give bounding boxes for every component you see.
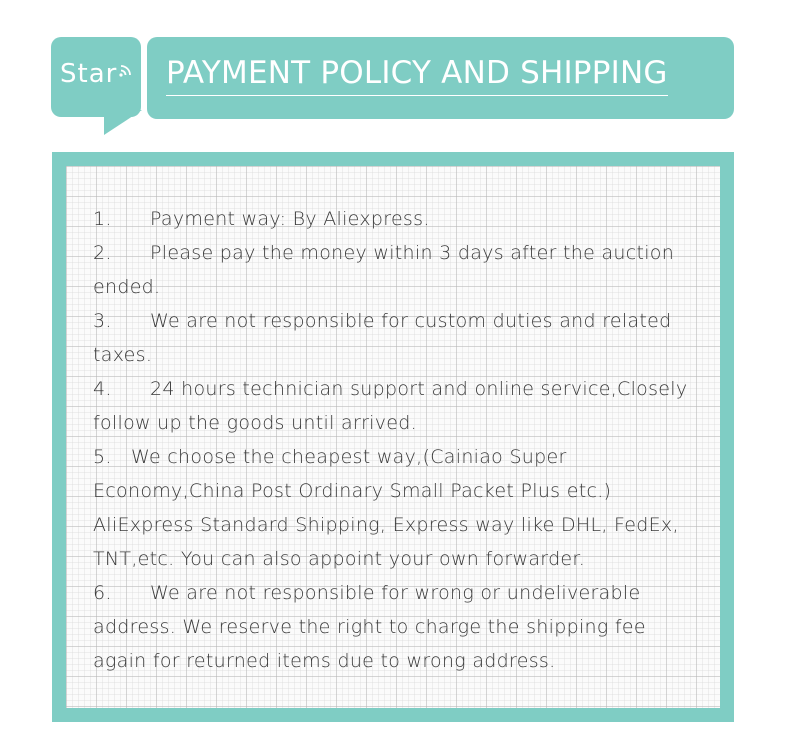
policy-line-text: ended. bbox=[93, 276, 161, 298]
policy-line-text: address. We reserve the right to charge the shipping fee bbox=[93, 616, 646, 638]
policy-line-text: 24 hours technician support and online service,Closely bbox=[150, 378, 688, 400]
policy-line bbox=[93, 610, 723, 644]
policy-line-text: Economy,China Post Ordinary Small Packet Plus etc.) bbox=[93, 480, 612, 502]
policy-line-text: again for returned items due to wrong address. bbox=[93, 650, 556, 672]
policy-line bbox=[93, 236, 723, 270]
policy-line bbox=[93, 406, 723, 440]
policy-item-number: 1. bbox=[93, 208, 112, 230]
policy-line bbox=[93, 508, 723, 542]
policy-line-text: We choose the cheapest way,(Cainiao Super bbox=[131, 446, 567, 468]
policy-line-text: taxes. bbox=[93, 344, 153, 366]
page-title: PAYMENT POLICY AND SHIPPING bbox=[166, 55, 668, 96]
policy-line bbox=[93, 270, 723, 304]
policy-item-number: 4. bbox=[93, 378, 112, 400]
policy-line bbox=[93, 644, 723, 678]
policy-frame bbox=[52, 152, 734, 722]
header-banner bbox=[147, 37, 734, 119]
policy-line bbox=[93, 338, 723, 372]
policy-paper bbox=[66, 166, 720, 708]
policy-line bbox=[93, 474, 723, 508]
policy-line-text: We are not responsible for custom duties and related bbox=[150, 310, 672, 332]
policy-item-number: 3. bbox=[93, 310, 112, 332]
policy-line bbox=[93, 542, 723, 576]
policy-item-number: 2. bbox=[93, 242, 112, 264]
policy-item-number: 5. bbox=[93, 446, 112, 468]
policy-line-text: AliExpress Standard Shipping, Express way like DHL, FedEx, bbox=[93, 514, 679, 536]
policy-line bbox=[93, 372, 723, 406]
policy-text bbox=[93, 202, 723, 678]
policy-item-number: 6. bbox=[93, 582, 112, 604]
policy-line-text: TNT,etc. You can also appoint your own forwarder. bbox=[93, 548, 586, 570]
logo-text: Star bbox=[60, 59, 118, 89]
policy-line-text: follow up the goods until arrived. bbox=[93, 412, 417, 434]
policy-line bbox=[93, 440, 723, 474]
policy-line-text: Payment way: By Aliexpress. bbox=[150, 208, 430, 230]
policy-line bbox=[93, 576, 723, 610]
wifi-signal-icon bbox=[118, 62, 134, 78]
policy-line-text: We are not responsible for wrong or undeliverable bbox=[150, 582, 641, 604]
policy-line-text: Please pay the money within 3 days after the auction bbox=[150, 242, 675, 264]
policy-line bbox=[93, 304, 723, 338]
policy-line bbox=[93, 202, 723, 236]
